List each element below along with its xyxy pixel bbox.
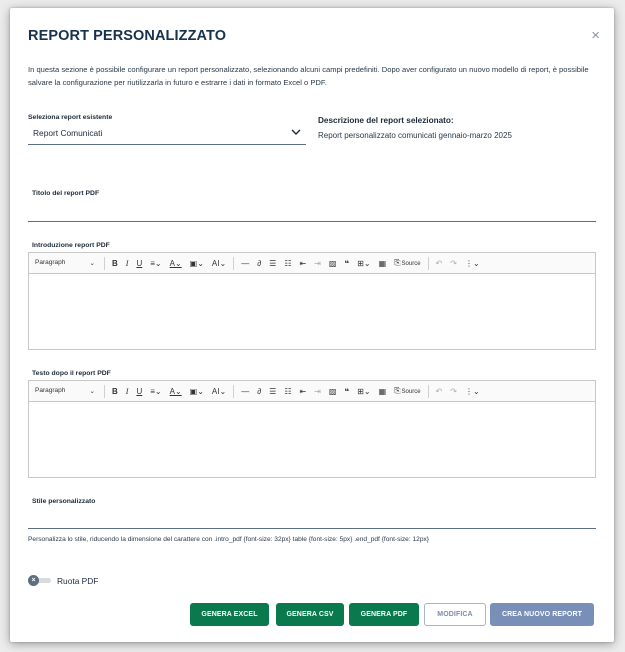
- description-label: Descrizione del report selezionato:: [318, 116, 454, 125]
- custom-style-input[interactable]: [28, 510, 596, 526]
- rotate-pdf-label: Ruota PDF: [57, 575, 99, 586]
- bulleted-list-icon[interactable]: ☰: [269, 258, 277, 268]
- align-icon[interactable]: ≡⌄: [150, 258, 162, 268]
- bold-icon[interactable]: B: [112, 258, 118, 268]
- toggle-switch[interactable]: [28, 575, 52, 586]
- link-icon[interactable]: ∂: [257, 258, 262, 268]
- font-color-icon[interactable]: A⌄: [169, 258, 182, 268]
- horizontal-line-icon[interactable]: —: [241, 386, 250, 396]
- after-editor-label: Testo dopo il report PDF: [32, 370, 111, 377]
- italic-icon[interactable]: I: [125, 258, 129, 268]
- description-value: Report personalizzato comunicati gennaio-marzo 2025: [318, 131, 512, 140]
- intro-description: In questa sezione è possibile configurare un report personalizzato, selezionando alcuni campi predefiniti. Dopo aver configurato un nuovo modello di report, è possibile salvare la configurazione per riutilizzarla in futuro e estrarre i dati in formato Excel o PDF.: [28, 65, 589, 87]
- intro-editor-content[interactable]: [29, 274, 595, 350]
- blockquote-icon[interactable]: ❝: [344, 258, 350, 268]
- intro-editor: [28, 252, 596, 350]
- more-options-icon[interactable]: ⋮⌄: [464, 386, 480, 396]
- pdf-title-underline: [28, 221, 596, 222]
- paragraph-format-select[interactable]: Paragraph ⌄: [35, 387, 95, 395]
- intro-editor-toolbar: [29, 253, 595, 274]
- after-editor-content[interactable]: [29, 402, 595, 478]
- select-report-value: Report Comunicati: [33, 128, 103, 138]
- more-options-icon[interactable]: ⋮⌄: [464, 258, 480, 268]
- generate-csv-button[interactable]: GENERA CSV: [276, 603, 344, 626]
- blockquote-icon[interactable]: ❝: [344, 386, 350, 396]
- media-icon[interactable]: ▦: [378, 258, 387, 268]
- link-icon[interactable]: ∂: [257, 386, 262, 396]
- numbered-list-icon[interactable]: ☷: [284, 386, 292, 396]
- after-editor: [28, 380, 596, 478]
- after-editor-toolbar: [29, 381, 595, 402]
- outdent-icon[interactable]: ⇤: [299, 258, 307, 268]
- table-icon[interactable]: ⊞⌄: [357, 386, 371, 396]
- horizontal-line-icon[interactable]: —: [241, 258, 250, 268]
- select-report-dropdown[interactable]: [28, 125, 306, 145]
- custom-style-underline: [28, 528, 596, 529]
- redo-icon[interactable]: ↷: [450, 258, 457, 268]
- underline-icon[interactable]: U: [136, 386, 143, 396]
- source-icon[interactable]: ⎘Source: [394, 258, 421, 267]
- source-icon[interactable]: ⎘Source: [394, 386, 421, 395]
- image-icon[interactable]: ▨: [328, 386, 337, 396]
- close-icon[interactable]: ×: [591, 27, 600, 44]
- chevron-down-icon: [290, 125, 302, 139]
- highlight-icon[interactable]: ▣⌄: [189, 386, 204, 396]
- highlight-icon[interactable]: ▣⌄: [189, 258, 204, 268]
- intro-editor-label: Introduzione report PDF: [32, 242, 110, 249]
- font-color-icon[interactable]: A⌄: [169, 386, 182, 396]
- outdent-icon[interactable]: ⇤: [299, 386, 307, 396]
- indent-icon[interactable]: ⇥: [314, 386, 321, 396]
- undo-icon[interactable]: ↶: [435, 258, 443, 268]
- modal-title: REPORT PERSONALIZZATO: [28, 28, 227, 44]
- image-icon[interactable]: ▨: [328, 258, 337, 268]
- report-modal: [10, 8, 614, 642]
- indent-icon[interactable]: ⇥: [314, 258, 321, 268]
- align-icon[interactable]: ≡⌄: [150, 386, 162, 396]
- font-size-icon[interactable]: AI⌄: [211, 258, 227, 268]
- paragraph-format-select[interactable]: Paragraph ⌄: [35, 259, 95, 267]
- custom-style-helper: Personalizza lo stile, riducendo la dimensione del carattere con .intro_pdf {font-size: 32px} table {font-size: 5px} .end_pdf {font-size: 12px}: [28, 536, 430, 543]
- redo-icon[interactable]: ↷: [450, 386, 457, 396]
- pdf-title-label: Titolo del report PDF: [32, 190, 100, 197]
- bulleted-list-icon[interactable]: ☰: [269, 386, 277, 396]
- edit-button[interactable]: MODIFICA: [424, 603, 486, 626]
- close-icon: ×: [28, 575, 39, 586]
- custom-style-label: Stile personalizzato: [32, 498, 96, 505]
- create-report-button[interactable]: CREA NUOVO REPORT: [490, 603, 594, 626]
- generate-pdf-button[interactable]: GENERA PDF: [349, 603, 419, 626]
- underline-icon[interactable]: U: [136, 258, 143, 268]
- bold-icon[interactable]: B: [112, 386, 118, 396]
- rotate-pdf-toggle[interactable]: [28, 575, 98, 586]
- table-icon[interactable]: ⊞⌄: [357, 258, 371, 268]
- generate-excel-button[interactable]: GENERA EXCEL: [190, 603, 269, 626]
- undo-icon[interactable]: ↶: [435, 386, 443, 396]
- italic-icon[interactable]: I: [125, 386, 129, 396]
- numbered-list-icon[interactable]: ☷: [284, 258, 292, 268]
- font-size-icon[interactable]: AI⌄: [211, 386, 227, 396]
- pdf-title-input[interactable]: [28, 204, 596, 220]
- select-report-label: Seleziona report esistente: [28, 114, 113, 121]
- media-icon[interactable]: ▦: [378, 386, 387, 396]
